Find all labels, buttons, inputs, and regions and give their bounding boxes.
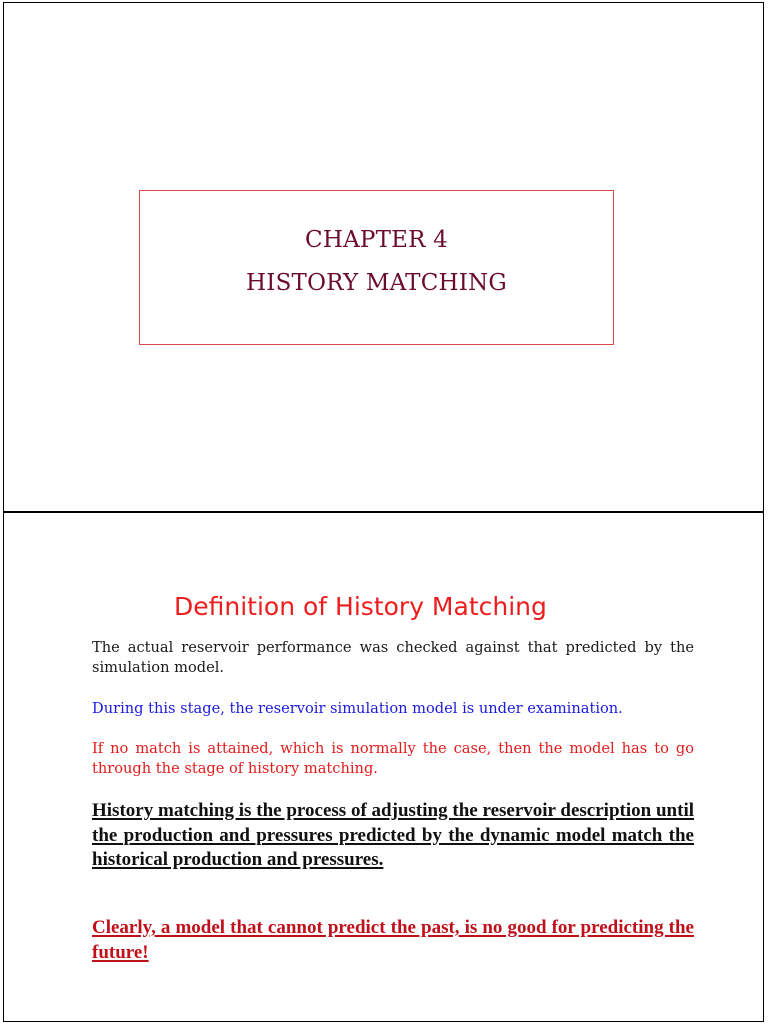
slide-definition xyxy=(3,512,764,1022)
chapter-title-box xyxy=(139,190,614,345)
paragraph-no-match: If no match is attained, which is normally the case, then the model has to go through the stage of history matching. xyxy=(92,740,694,777)
slide-title-page xyxy=(3,2,764,512)
slide-heading: Definition of History Matching xyxy=(174,592,547,621)
paragraph-examination-stage: During this stage, the reservoir simulation model is under examination. xyxy=(92,700,623,717)
definition-statement: History matching is the process of adjusting the reservoir description until the production and pressures predicted by the dynamic model match the historical production and pressures. xyxy=(92,800,694,870)
conclusion-statement: Clearly, a model that cannot predict the past, is no good for predicting the future! xyxy=(92,917,694,963)
chapter-number: CHAPTER 4 xyxy=(305,227,448,253)
chapter-title: HISTORY MATCHING xyxy=(246,270,507,296)
paragraph-performance-check: The actual reservoir performance was checked against that predicted by the simulation model. xyxy=(92,639,694,676)
